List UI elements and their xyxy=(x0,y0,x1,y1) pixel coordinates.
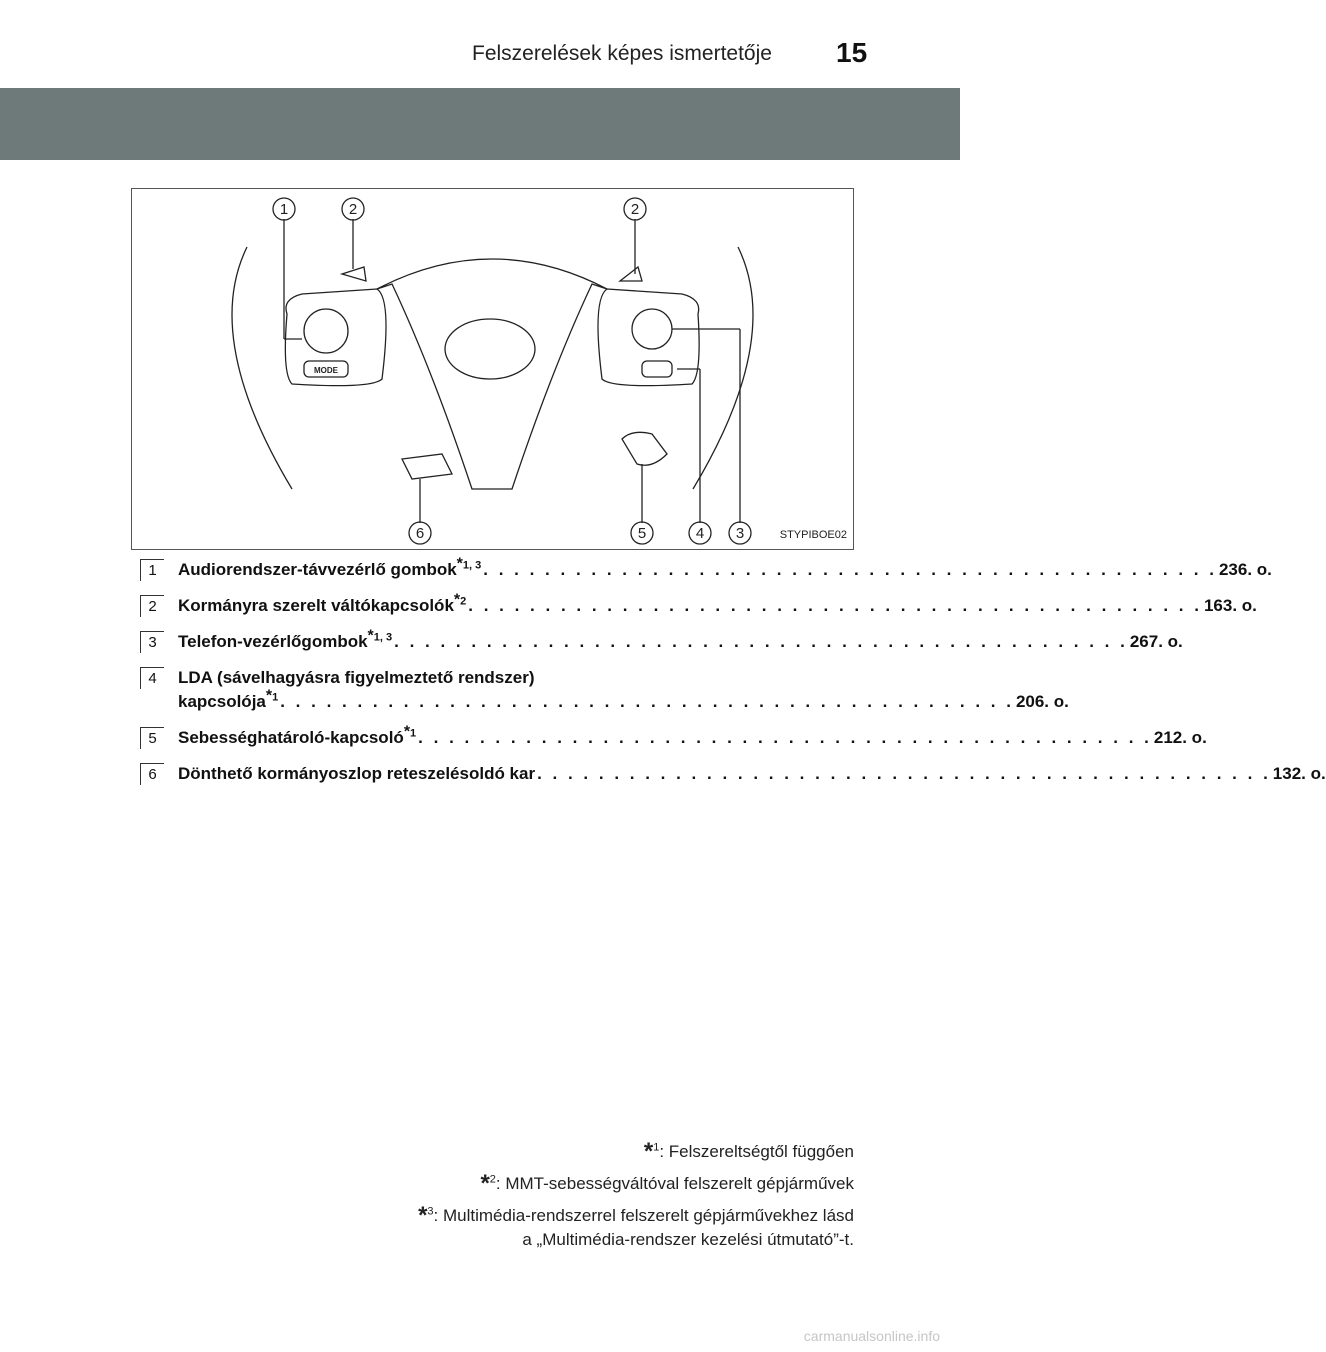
item-label: Dönthető kormányoszlop reteszelésoldó kar xyxy=(178,764,536,783)
footnote-ref: 1, 3 xyxy=(462,559,482,572)
footnote-star: * xyxy=(643,1138,654,1165)
callout-3: 3 xyxy=(735,525,745,542)
item-label: Sebességhatároló-kapcsoló xyxy=(178,728,404,747)
page-ref[interactable]: 132. o. xyxy=(1272,764,1326,783)
item-number: 5 xyxy=(140,727,164,749)
list-item xyxy=(140,591,1257,618)
callout-1: 1 xyxy=(279,201,289,218)
page-ref[interactable]: 212. o. xyxy=(1153,728,1207,747)
footnote-ref: 2 xyxy=(460,595,467,608)
footnote-mark: * xyxy=(367,627,374,645)
watermark: carmanualsonline.info xyxy=(803,1328,940,1344)
item-number: 4 xyxy=(140,667,164,689)
page-number: 15 xyxy=(836,37,868,68)
list-item xyxy=(140,627,1183,654)
footnote-text-continued: a „Multimédia-rendszer kezelési útmutató”-t. xyxy=(522,1230,854,1249)
footnote-star: * xyxy=(418,1202,428,1229)
item-number: 1 xyxy=(140,559,164,581)
leader-dots: . . . . . . . . . . . . . . . . . . . . . . . . . . . . . . . . . . . . . . . . . . . . . . . . xyxy=(394,632,1128,651)
item-label: kapcsolója xyxy=(178,692,266,711)
page-ref[interactable]: 163. o. xyxy=(1203,596,1257,615)
item-number: 3 xyxy=(140,631,164,653)
mode-button-label: MODE xyxy=(314,366,338,375)
callout-4: 4 xyxy=(695,525,705,542)
footnote xyxy=(234,1140,854,1164)
footnote-ref: 1 xyxy=(272,691,279,704)
footnote-ref: 1, 3 xyxy=(373,631,393,644)
list-item xyxy=(140,762,1326,786)
item-number: 6 xyxy=(140,763,164,785)
figure-code: STYPIBOE02 xyxy=(779,529,847,541)
item-number: 2 xyxy=(140,595,164,617)
item-label: Audiorendszer-távvezérlő gombok xyxy=(178,560,457,579)
list-item xyxy=(140,666,1069,714)
footnote-mark: * xyxy=(265,687,273,705)
footnote-mark: * xyxy=(453,591,461,609)
leader-dots: . . . . . . . . . . . . . . . . . . . . . . . . . . . . . . . . . . . . . . . . . . . . . . . . xyxy=(537,764,1271,783)
item-list xyxy=(140,555,1326,798)
footnote-text: : Felszereltségtől függően xyxy=(659,1142,854,1161)
item-label: Telefon-vezérlőgombok xyxy=(178,632,368,651)
item-label: Kormányra szerelt váltókapcsolók xyxy=(178,596,454,615)
leader-dots: . . . . . . . . . . . . . . . . . . . . . . . . . . . . . . . . . . . . . . . . . . . . . . . . xyxy=(483,560,1217,579)
footnote-number: 1 xyxy=(653,1141,660,1154)
steering-wheel-figure xyxy=(131,188,854,550)
footnote-text: : MMT-sebességváltóval felszerelt gépjárművek xyxy=(495,1174,854,1193)
footnote-text: : Multimédia-rendszerrel felszerelt gépjárművekhez lásd xyxy=(433,1206,854,1225)
item-label-line1: LDA (sávelhagyásra figyelmeztető rendszer) xyxy=(178,668,535,687)
footnote-number: 2 xyxy=(489,1173,496,1186)
callout-2-left: 2 xyxy=(348,201,358,218)
list-item xyxy=(140,723,1207,750)
footnote-mark: * xyxy=(403,723,411,741)
footnotes xyxy=(234,1140,854,1260)
footnote xyxy=(234,1172,854,1196)
page-ref[interactable]: 236. o. xyxy=(1218,560,1272,579)
callout-2-right: 2 xyxy=(630,201,640,218)
leader-dots: . . . . . . . . . . . . . . . . . . . . . . . . . . . . . . . . . . . . . . . . . . . . . . . . xyxy=(418,728,1152,747)
footnote-star: * xyxy=(480,1170,490,1197)
steering-wheel-illustration xyxy=(132,189,853,549)
list-item xyxy=(140,555,1272,582)
footnote-ref: 1 xyxy=(410,727,417,740)
footnote-mark: * xyxy=(456,555,463,573)
header-title: Felszerelések képes ismertetője xyxy=(472,42,772,65)
leader-dots: . . . . . . . . . . . . . . . . . . . . . . . . . . . . . . . . . . . . . . . . . . . . . . . . xyxy=(280,692,1014,711)
leader-dots: . . . . . . . . . . . . . . . . . . . . . . . . . . . . . . . . . . . . . . . . . . . . . . . . xyxy=(468,596,1202,615)
callout-5: 5 xyxy=(637,525,647,542)
footnote-number: 3 xyxy=(427,1205,434,1218)
header-rule xyxy=(0,74,960,75)
page-ref[interactable]: 206. o. xyxy=(1015,692,1069,711)
footnote xyxy=(234,1204,854,1252)
page-ref[interactable]: 267. o. xyxy=(1129,632,1183,651)
header-band xyxy=(0,88,960,160)
callout-6: 6 xyxy=(415,525,425,542)
